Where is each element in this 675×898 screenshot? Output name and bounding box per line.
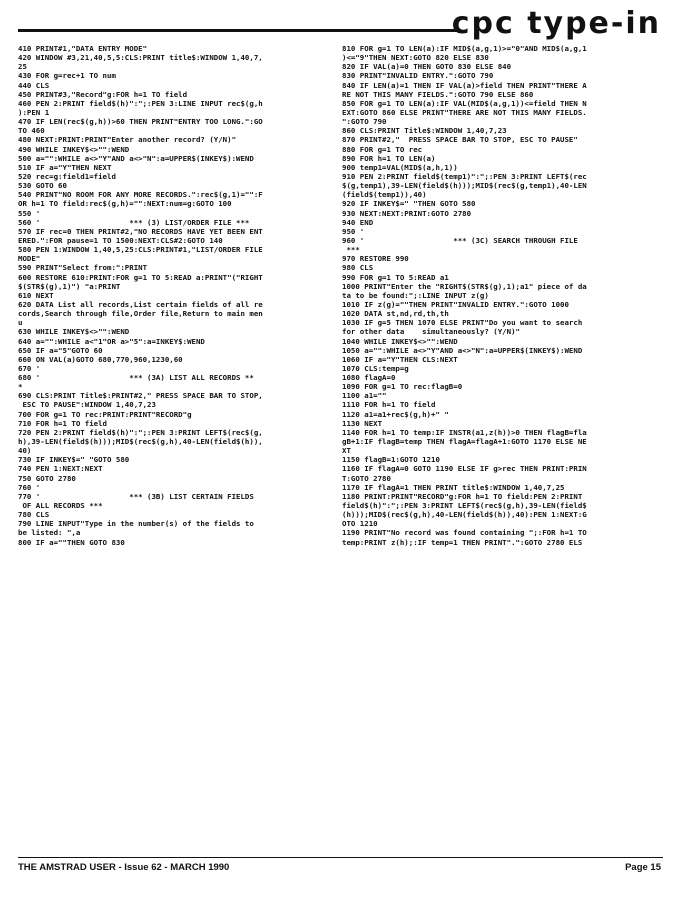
code-line: 750 GOTO 2780 <box>18 473 76 483</box>
code-line: 470 IF LEN(rec$(g,h))>60 THEN PRINT"ENTRY TOO LONG.":GO <box>18 117 263 127</box>
code-line: 490 WHILE INKEY$<>"":WEND <box>18 144 130 154</box>
code-line: 700 FOR g=1 TO rec:PRINT:PRINT"RECORD"g <box>18 409 192 419</box>
code-line: field$(h)":";:PEN 3:PRINT LEFT$(rec$(g,h),39-LEN(field$ <box>342 501 587 511</box>
code-line: 880 FOR g=1 TO rec <box>342 144 423 154</box>
code-line: 770 ' *** (3B) LIST CERTAIN FIELDS <box>18 491 254 501</box>
code-line: be listed: ",a <box>18 528 81 538</box>
code-line: gB+1:IF flagB=temp THEN flagA=flagA+1:GOTO 1170 ELSE NE <box>342 437 587 447</box>
code-line: 1110 FOR h=1 TO field <box>342 400 436 410</box>
code-line: 1090 FOR g=1 TO rec:flagB=0 <box>342 382 463 392</box>
code-line: ):PEN 1 <box>18 107 50 117</box>
code-line: 760 ' <box>18 482 41 492</box>
code-line: 660 ON VAL(a)GOTO 680,770,960,1230,60 <box>18 354 183 364</box>
code-line: 690 CLS:PRINT Title$:PRINT#2," PRESS SPACE BAR TO STOP, <box>18 391 263 401</box>
code-line: $(STR$(g),1)") "a:PRINT <box>18 281 121 291</box>
code-line: 920 IF INKEY$=" "THEN GOTO 580 <box>342 199 476 209</box>
code-line: 570 IF rec=0 THEN PRINT#2,"NO RECORDS HAVE YET BEEN ENT <box>18 226 263 236</box>
code-line: 1160 IF flagA=0 GOTO 1190 ELSE IF g>rec THEN PRINT:PRIN <box>342 464 587 474</box>
code-line: 1020 DATA st,nd,rd,th,th <box>342 309 449 319</box>
code-line: 1000 PRINT"Enter the "RIGHT$(STR$(g),1);a1" piece of da <box>342 281 587 291</box>
listing-column-right <box>342 44 660 547</box>
code-line: 800 IF a=""THEN GOTO 830 <box>18 537 125 547</box>
code-line: RE NOT THIS MANY FIELDS.":GOTO 790 ELSE 860 <box>342 89 534 99</box>
code-line: T:GOTO 2780 <box>342 473 391 483</box>
magazine-issue-footer: THE AMSTRAD USER - Issue 62 - MARCH 1990 <box>18 862 230 873</box>
code-line: 710 FOR h=1 TO field <box>18 418 107 428</box>
code-line: 940 END <box>342 217 374 227</box>
code-line: )<="9"THEN NEXT:GOTO 820 ELSE 830 <box>342 53 489 63</box>
code-line: 410 PRINT#1,"DATA ENTRY MODE" <box>18 44 148 53</box>
code-line: 900 temp1=VAL(MID$(a,h,1)) <box>342 162 458 172</box>
code-line: 650 IF a="5"GOTO 60 <box>18 345 103 355</box>
code-line: 980 CLS <box>342 263 374 273</box>
code-line: 1170 IF flagA=1 THEN PRINT title$:WINDOW 1,40,7,25 <box>342 482 565 492</box>
code-line: 590 PRINT"Select from:":PRINT <box>18 263 148 273</box>
code-line: 1030 IF g=5 THEN 1070 ELSE PRINT"Do you want to search <box>342 318 583 328</box>
code-line: (h)));MID$(rec$(g,h),40-LEN(field$(h)),40):PEN 1:NEXT:G <box>342 510 587 520</box>
code-line: 1080 flagA=0 <box>342 373 396 383</box>
code-line: TO 460 <box>18 126 45 136</box>
code-line: $(g,temp1),39-LEN(field$(h)));MID$(rec$(g,temp1),40-LEN <box>342 181 587 191</box>
code-line: 600 RESTORE 610:PRINT:FOR g=1 TO 5:READ a:PRINT"("RIGHT <box>18 272 263 282</box>
code-line: 640 a="":WHILE a<"1"OR a>"5":a=INKEY$:WEND <box>18 336 205 346</box>
code-line: 510 IF a="Y"THEN NEXT <box>18 162 112 172</box>
code-line: 780 CLS <box>18 510 50 520</box>
code-line: 530 GOTO 60 <box>18 181 67 191</box>
code-line: XT <box>342 446 351 456</box>
code-line: OF ALL RECORDS *** <box>18 501 103 511</box>
code-line: 550 ' <box>18 208 41 218</box>
code-line: 560 ' *** (3) LIST/ORDER FILE *** <box>18 217 250 227</box>
code-line: 460 PEN 2:PRINT field$(h)":";:PEN 3:LINE INPUT rec$(g,h <box>18 98 263 108</box>
code-line: *** <box>342 245 360 255</box>
code-line: 850 FOR g=1 TO LEN(a):IF VAL(MID$(a,g,1))<=field THEN N <box>342 98 587 108</box>
code-line: 870 PRINT#2," PRESS SPACE BAR TO STOP, ESC TO PAUSE" <box>342 135 578 145</box>
code-line: 610 NEXT <box>18 290 54 300</box>
code-line: 1040 WHILE INKEY$<>"":WEND <box>342 336 458 346</box>
code-line: cords,Search through file,Order file,Return to main men <box>18 309 263 319</box>
code-line: 480 NEXT:PRINT:PRINT"Enter another record? (Y/N)" <box>18 135 237 145</box>
code-line: 680 ' *** (3A) LIST ALL RECORDS ** <box>18 373 254 383</box>
code-line: EXT:GOTO 860 ELSE PRINT"THERE ARE NOT THIS MANY FIELDS. <box>342 107 587 117</box>
code-line: 540 PRINT"NO ROOM FOR ANY MORE RECORDS.":rec$(g,1)="":F <box>18 190 263 200</box>
code-line: 970 RESTORE 990 <box>342 254 409 264</box>
code-line: 990 FOR g=1 TO 5:READ a1 <box>342 272 449 282</box>
code-line: for other data simultaneously? (Y/N)" <box>342 327 520 337</box>
code-line: 580 PEN 1:WINDOW 1,40,5,25:CLS:PRINT#1,"LIST/ORDER FILE <box>18 245 263 255</box>
code-line: 500 a="":WHILE a<>"Y"AND a<>"N":a=UPPER$(INKEY$):WEND <box>18 153 254 163</box>
code-line: 430 FOR g=rec+1 TO num <box>18 71 116 81</box>
code-line: 830 PRINT"INVALID ENTRY.":GOTO 790 <box>342 71 494 81</box>
code-line: 1140 FOR h=1 TO temp:IF INSTR(a1,z(h))>0 THEN flagB=fla <box>342 427 587 437</box>
code-line: 790 LINE INPUT"Type in the number(s) of the fields to <box>18 519 254 529</box>
code-line: 40) <box>18 446 32 456</box>
code-line: 840 IF LEN(a)=1 THEN IF VAL(a)>field THEN PRINT"THERE A <box>342 80 587 90</box>
code-line: 520 rec=g:field1=field <box>18 171 116 181</box>
code-line: * <box>18 382 23 392</box>
code-line: 1050 a="":WHILE a<>"Y"AND a<>"N":a=UPPER$(INKEY$):WEND <box>342 345 583 355</box>
code-line: 740 PEN 1:NEXT:NEXT <box>18 464 103 474</box>
code-line: h),39-LEN(field$(h)));MID$(rec$(g,h),40-LEN(field$(h)), <box>18 437 263 447</box>
magazine-section-title: cpc type-in <box>451 6 661 41</box>
code-line: 720 PEN 2:PRINT field$(h)":";:PEN 3:PRINT LEFT$(rec$(g, <box>18 427 263 437</box>
code-line: 1100 a1="" <box>342 391 387 401</box>
code-line: 1060 IF a="Y"THEN CLS:NEXT <box>342 354 458 364</box>
footer-rule <box>18 857 663 858</box>
header-rule <box>18 29 458 32</box>
code-line: 860 CLS:PRINT Title$:WINDOW 1,40,7,23 <box>342 126 507 136</box>
code-line: ESC TO PAUSE":WINDOW 1,40,7,23 <box>18 400 156 410</box>
code-line: temp:PRINT z(h);:IF temp=1 THEN PRINT".":GOTO 2780 ELS <box>342 537 583 547</box>
code-line: 420 WINDOW #3,21,40,5,5:CLS:PRINT title$:WINDOW 1,40,7, <box>18 53 263 63</box>
code-line: 450 PRINT#3,"Record"g:FOR h=1 TO field <box>18 89 188 99</box>
code-line: 670 ' <box>18 363 41 373</box>
code-line: 1190 PRINT"No record was found containing ";:FOR h=1 TO <box>342 528 587 538</box>
code-line: OR h=1 TO field:rec$(g,h)="":NEXT:num=g:GOTO 100 <box>18 199 232 209</box>
code-line: 1010 IF z(g)=""THEN PRINT"INVALID ENTRY.":GOTO 1000 <box>342 299 569 309</box>
code-line: MODE" <box>18 254 41 264</box>
code-line: 1130 NEXT <box>342 418 383 428</box>
code-line: 890 FOR h=1 TO LEN(a) <box>342 153 436 163</box>
code-line: 950 ' <box>342 226 365 236</box>
code-line: ta to be found:";:LINE INPUT z(g) <box>342 290 489 300</box>
code-line: 960 ' *** (3C) SEARCH THROUGH FILE <box>342 235 578 245</box>
page-number: Page 15 <box>625 862 661 873</box>
code-line: 1070 CLS:temp=g <box>342 363 409 373</box>
code-line: 630 WHILE INKEY$<>"":WEND <box>18 327 130 337</box>
code-line: 1180 PRINT:PRINT"RECORD"g:FOR h=1 TO field:PEN 2:PRINT <box>342 491 583 501</box>
code-line: ":GOTO 790 <box>342 117 387 127</box>
code-line: OTO 1210 <box>342 519 378 529</box>
code-line: 910 PEN 2:PRINT field$(temp1)":";:PEN 3:PRINT LEFT$(rec <box>342 171 587 181</box>
code-line: 620 DATA List all records,List certain fields of all re <box>18 299 263 309</box>
listing-column-left <box>18 44 336 547</box>
code-line: 820 IF VAL(a)=0 THEN GOTO 830 ELSE 840 <box>342 62 512 72</box>
code-line: 440 CLS <box>18 80 50 90</box>
code-line: ERED.":FOR pause=1 TO 1500:NEXT:CLS#2:GOTO 140 <box>18 235 223 245</box>
code-line: 930 NEXT:NEXT:PRINT:GOTO 2780 <box>342 208 472 218</box>
code-line: 810 FOR g=1 TO LEN(a):IF MID$(a,g,1)>="0"AND MID$(a,g,1 <box>342 44 587 53</box>
code-line: 730 IF INKEY$=" "GOTO 580 <box>18 455 130 465</box>
code-line: u <box>18 318 23 328</box>
code-line: 1120 a1=a1+rec$(g,h)+" " <box>342 409 449 419</box>
code-line: 1150 flagB=1:GOTO 1210 <box>342 455 440 465</box>
code-line: 25 <box>18 62 27 72</box>
code-line: (field$(temp1)),40) <box>342 190 427 200</box>
